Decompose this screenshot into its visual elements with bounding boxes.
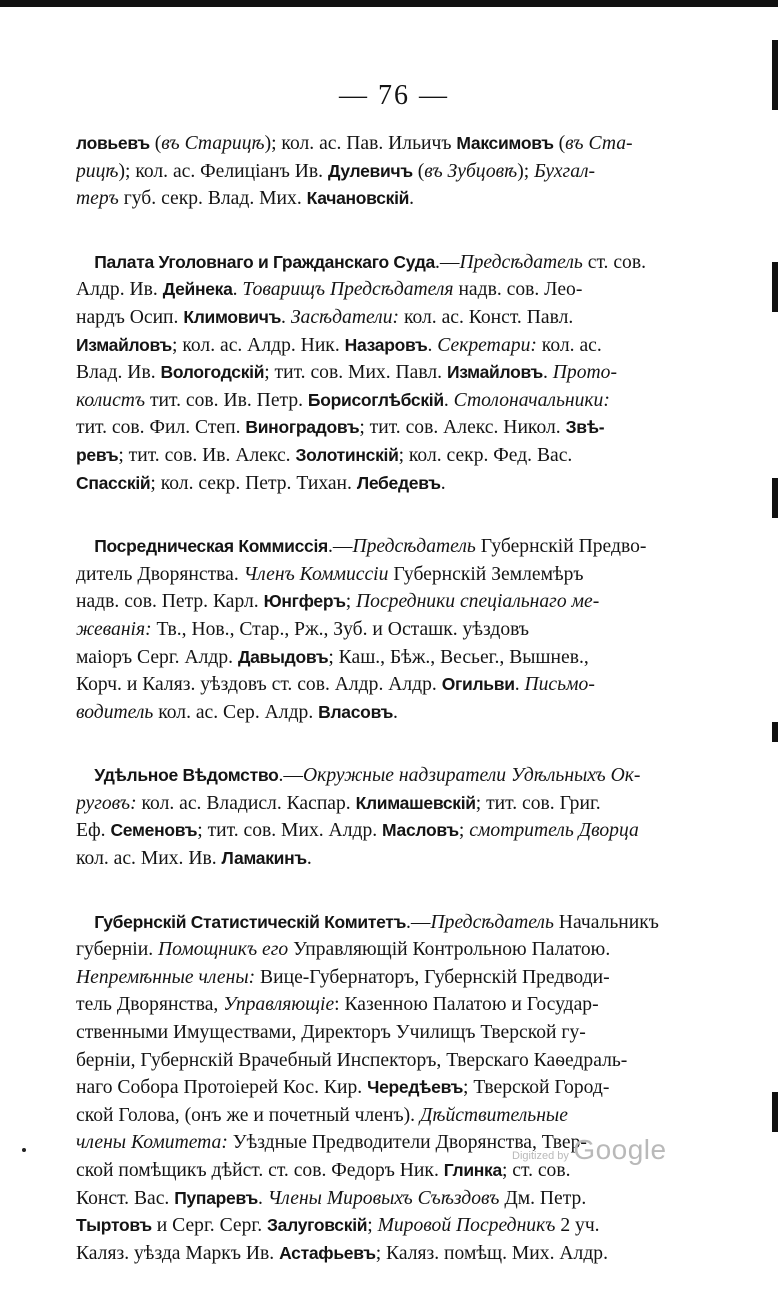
text-run: ; Тверской Город- <box>463 1077 610 1099</box>
book-page <box>76 80 712 1303</box>
text-line <box>76 1212 712 1240</box>
text-run: дитель Дворянства. <box>76 563 244 585</box>
text-run: нардъ Осип. <box>76 306 184 328</box>
name-bold: Борисоглѣбскій <box>307 389 444 410</box>
title-italic: Засѣдатели: <box>290 306 400 328</box>
text-line <box>76 909 712 937</box>
text-run: ( <box>412 160 425 182</box>
text-run: надв. сов. Лео- <box>453 279 583 301</box>
name-bold: Вологодскій <box>160 362 265 383</box>
right-edge-mark <box>772 722 778 742</box>
name-bold: Залуговскій <box>267 1215 368 1236</box>
text-run: . <box>257 1187 268 1209</box>
name-bold: Измайловъ <box>446 362 543 383</box>
text-run: ( <box>553 133 566 154</box>
title-italic: Письмо- <box>524 674 595 696</box>
text-run: ; <box>367 1215 378 1237</box>
text-run: . <box>443 389 454 411</box>
right-edge-mark <box>772 1092 778 1132</box>
name-bold: Тыртовъ <box>76 1215 152 1236</box>
text-run: . <box>409 188 415 210</box>
text-run: ской помѣщикъ дѣйст. ст. сов. Федоръ Ник. <box>76 1160 444 1181</box>
name-bold: Звѣ- <box>565 417 605 438</box>
text-run: ; тит. сов. Мих. Алдр. <box>197 820 383 842</box>
title-italic: Столоначальники: <box>453 389 610 411</box>
text-run: ; Каляз. помѣщ. Мих. Алдр. <box>375 1242 608 1264</box>
title-italic: Секретари: <box>437 334 537 356</box>
name-bold: Посредническая Коммиссія <box>76 536 328 557</box>
title-italic: Мировой Посредникъ <box>377 1215 556 1237</box>
text-run: губерніи. <box>76 939 158 961</box>
text-run: . <box>514 674 525 696</box>
name-bold: Климовичъ <box>183 306 282 327</box>
text-run: . <box>281 306 291 328</box>
text-run: ( <box>149 133 162 154</box>
title-italic: Прото- <box>552 362 617 384</box>
text-run: ; <box>458 820 470 842</box>
text-line <box>76 762 712 790</box>
text-line <box>76 249 712 277</box>
title-italic: колистъ <box>76 389 146 411</box>
page-body <box>76 130 712 1267</box>
text-line <box>76 644 712 672</box>
name-bold: ловьевъ <box>76 133 150 153</box>
name-bold: Семеновъ <box>110 820 198 841</box>
text-line <box>76 964 712 992</box>
text-line <box>76 588 712 616</box>
text-run: ; кол. секр. Петр. Тихан. <box>150 472 357 494</box>
name-bold: ревъ <box>76 444 119 465</box>
text-run: ); <box>517 160 535 182</box>
name-bold: Золотинскій <box>295 444 399 465</box>
name-bold: Максимовъ <box>456 133 554 153</box>
title-italic: Дѣйствительные <box>419 1104 568 1126</box>
text-run: надв. сов. Петр. Карл. <box>76 591 264 613</box>
name-bold: Глинка <box>443 1160 502 1180</box>
text-run: губ. секр. Влад. Мих. <box>118 188 307 210</box>
title-italic: Предсѣдатель <box>459 251 583 273</box>
text-run: ственными Имуществами, Директоръ Училищъ Тверской гу- <box>76 1022 586 1044</box>
text-run: ); кол. ас. Фелиціанъ Ив. <box>118 160 328 182</box>
text-run: ); кол. ас. Пав. Ильичъ <box>264 133 457 154</box>
text-line <box>76 1240 712 1268</box>
title-italic: водитель <box>76 701 154 723</box>
text-line <box>76 1185 712 1213</box>
paragraph <box>76 762 712 872</box>
name-bold: Пупаревъ <box>174 1187 258 1208</box>
text-run: кол. ас. Сер. Алдр. <box>153 701 319 723</box>
text-run: .— <box>278 765 304 787</box>
right-edge-mark <box>772 262 778 312</box>
name-bold: Виноградовъ <box>245 417 360 438</box>
text-run: кол. ас. Конст. Павл. <box>399 306 574 328</box>
text-run: Дм. Петр. <box>499 1187 587 1209</box>
text-run: ; <box>345 591 357 613</box>
text-run: берніи, Губернскій Врачебный Инспекторъ, Тверскаго Каѳедраль- <box>76 1049 628 1071</box>
name-bold: Климашевскій <box>355 792 476 813</box>
text-run: ; ст. сов. <box>501 1160 571 1181</box>
text-run: . <box>393 701 398 723</box>
text-run: Вице-Губернаторъ, Губернскій Предводи- <box>255 966 610 988</box>
text-run: кол. ас. Мих. Ив. <box>76 848 222 870</box>
text-run: Тв., Нов., Стар., Рж., Зуб. и Осташк. уѣздовъ <box>151 618 530 640</box>
text-run: .— <box>434 251 460 273</box>
text-run: . <box>440 472 446 494</box>
text-run: ; тит. сов. Мих. Павл. <box>264 362 447 384</box>
title-italic: въ Ста- <box>565 133 633 154</box>
text-run: .— <box>406 911 431 933</box>
paragraph <box>76 130 712 213</box>
paragraph <box>76 909 712 1268</box>
name-bold: Дулевичъ <box>327 160 413 181</box>
watermark-brand: Google <box>573 1134 667 1165</box>
text-line <box>76 359 712 387</box>
name-bold: Чередѣевъ <box>367 1077 464 1098</box>
title-italic: смотритель Дворца <box>469 820 639 842</box>
text-run: ; кол. ас. Алдр. Ник. <box>172 334 345 356</box>
title-italic: Членъ Коммиссіи <box>243 563 389 585</box>
title-italic: Предсѣдатель <box>430 911 554 933</box>
paragraph <box>76 533 712 726</box>
text-line <box>76 790 712 818</box>
text-run: тит. сов. Ив. Петр. <box>145 389 308 411</box>
title-italic: Члены Мировыхъ Съѣздовъ <box>267 1187 500 1209</box>
name-bold: Юнгферъ <box>263 591 346 612</box>
text-line <box>76 817 712 845</box>
text-line <box>76 414 712 442</box>
text-run: . <box>542 362 553 384</box>
title-italic: Товарищъ Предсѣдателя <box>242 279 454 301</box>
text-run: . <box>427 334 438 356</box>
title-italic: Непремѣнные члены: <box>76 966 256 988</box>
text-line <box>76 130 712 158</box>
name-bold: Палата Уголовнаго и Гражданскаго Суда <box>76 251 435 272</box>
text-run: Управляющій Контрольною Палатою. <box>288 939 611 961</box>
paragraph <box>76 249 712 497</box>
text-line <box>76 276 712 304</box>
text-run: ст. сов. <box>582 251 646 273</box>
page-number: — 76 — <box>339 80 449 111</box>
text-run: ; тит. сов. Ив. Алекс. <box>118 444 296 466</box>
name-bold: Давыдовъ <box>237 646 329 667</box>
title-italic: Помощникъ его <box>158 939 289 961</box>
title-italic: руговъ: <box>76 792 137 814</box>
text-line <box>76 561 712 589</box>
text-run: Каляз. уѣзда Маркъ Ив. <box>76 1242 280 1264</box>
text-run: наго Собора Протоіерей Кос. Кир. <box>76 1077 368 1099</box>
text-run: маіоръ Серг. Алдр. <box>76 646 238 668</box>
text-run: . <box>232 279 243 301</box>
top-rule <box>0 0 778 7</box>
text-run: . <box>306 848 312 870</box>
name-bold: Назаровъ <box>344 334 428 355</box>
text-line <box>76 845 712 873</box>
text-run: кол. ас. Владисл. Каспар. <box>136 792 356 814</box>
text-run: Корч. и Каляз. уѣздовъ ст. сов. Алдр. Алдр. <box>76 674 442 696</box>
text-run: ; кол. секр. Фед. Вас. <box>398 444 573 466</box>
title-italic: Бухгал- <box>534 160 596 182</box>
text-run: Влад. Ив. <box>76 362 161 384</box>
text-line <box>76 533 712 561</box>
text-run: .— <box>327 536 353 558</box>
digitized-watermark <box>512 1134 667 1166</box>
text-line <box>76 1047 712 1075</box>
text-line <box>76 185 712 213</box>
name-bold: Качановскій <box>306 188 410 209</box>
right-edge-mark <box>772 478 778 518</box>
text-run: : Казенною Палатою и Государ- <box>334 994 599 1016</box>
text-run: кол. ас. <box>536 334 602 356</box>
title-italic: въ Старицѣ <box>161 133 265 154</box>
text-run: Еф. <box>76 820 111 842</box>
name-bold: Власовъ <box>318 701 394 722</box>
title-italic: въ Зубцовѣ <box>424 160 518 182</box>
name-bold: Огильви <box>441 674 515 695</box>
text-line <box>76 332 712 360</box>
text-run: ской Голова, (онъ же и почетный членъ). <box>76 1104 420 1126</box>
text-run: 2 уч. <box>555 1215 600 1237</box>
text-line <box>76 699 712 727</box>
text-line <box>76 304 712 332</box>
text-run: и Серг. Серг. <box>151 1215 268 1237</box>
text-line <box>76 442 712 470</box>
text-run: Губернскій Землемѣръ <box>388 563 584 585</box>
ink-speck <box>22 1148 26 1152</box>
name-bold: Измайловъ <box>76 334 173 355</box>
text-line <box>76 936 712 964</box>
text-run: Алдр. Ив. <box>76 279 163 301</box>
name-bold: Спасскій <box>76 472 151 493</box>
right-edge-mark <box>772 40 778 110</box>
text-line <box>76 470 712 498</box>
text-run: ; тит. сов. Алекс. Никол. <box>359 417 566 439</box>
text-run: ; Каш., Бѣж., Весьег., Вышнев., <box>328 646 589 668</box>
name-bold: Масловъ <box>382 820 459 841</box>
title-italic: Окружные надзиратели Удѣльныхъ Ок- <box>303 765 641 787</box>
title-italic: члены Комитета: <box>76 1132 228 1154</box>
text-run: Уѣздные Предводители Дворянства, Твер- <box>227 1132 587 1154</box>
text-line <box>76 387 712 415</box>
text-line <box>76 616 712 644</box>
name-bold: Дейнека <box>162 279 233 300</box>
name-bold: Астафьевъ <box>279 1242 376 1263</box>
text-run: Начальникъ <box>553 911 659 933</box>
text-run: ; тит. сов. Григ. <box>475 792 601 814</box>
text-run: Губернскій Предво- <box>475 536 647 558</box>
title-italic: жеванія: <box>76 618 152 640</box>
name-bold: Удѣльное Вѣдомство <box>76 765 279 786</box>
text-line <box>76 1019 712 1047</box>
name-bold: Ламакинъ <box>221 848 307 869</box>
text-run: тит. сов. Фил. Степ. <box>76 417 246 439</box>
title-italic: Посредники спеціальнаго ме- <box>356 591 600 613</box>
text-line <box>76 671 712 699</box>
text-run: Конст. Вас. <box>76 1187 175 1209</box>
name-bold: Губернскій Статистическій Комитетъ <box>76 911 407 932</box>
title-italic: Управляющіе <box>223 994 335 1016</box>
title-italic: Предсѣдатель <box>352 536 476 558</box>
text-line <box>76 991 712 1019</box>
text-line <box>76 1074 712 1102</box>
name-bold: Лебедевъ <box>356 472 441 493</box>
title-italic: рицѣ <box>76 160 119 182</box>
text-line <box>76 158 712 186</box>
watermark-prefix: Digitized by <box>512 1150 569 1162</box>
title-italic: теръ <box>76 188 119 210</box>
text-line <box>76 1102 712 1130</box>
text-run: тель Дворянства, <box>76 994 224 1016</box>
